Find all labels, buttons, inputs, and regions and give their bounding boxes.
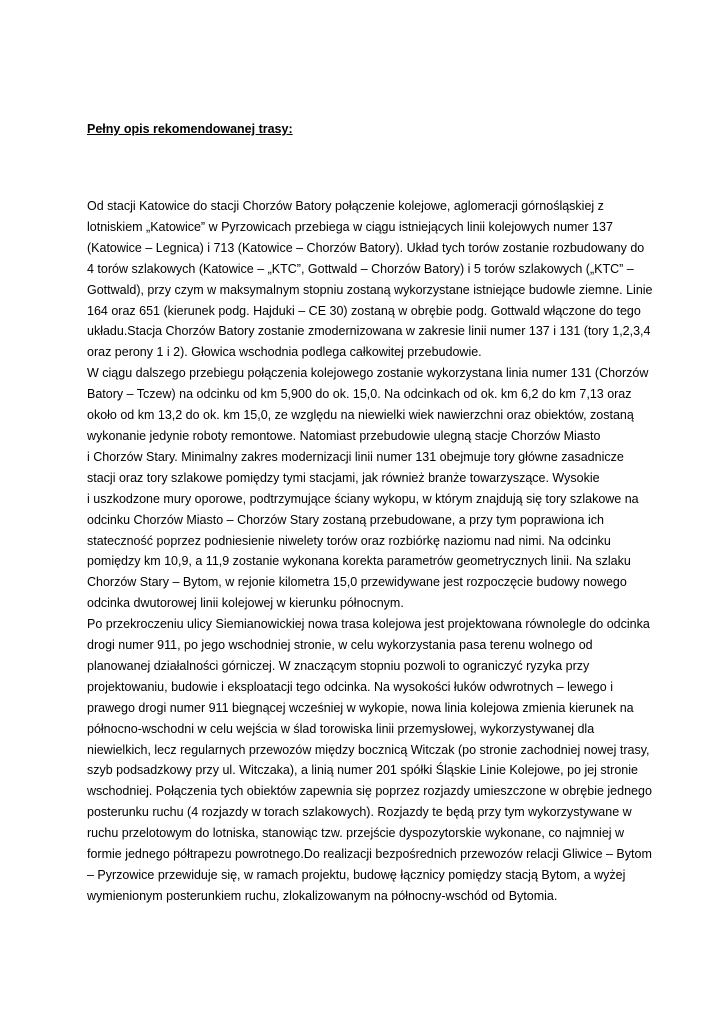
text-line: wykonanie jedynie roboty remontowe. Natomiast przebudowie ulegną stacje Chorzów Miasto — [87, 428, 601, 443]
text-line: układu.Stacja Chorzów Batory zostanie zmodernizowana w zakresie linii numer 137 i 131 (tory 1,2,3,4 — [87, 324, 651, 339]
text-line: pomiędzy km 10,9, a 11,9 zostanie wykonana korekta parametrów geometrycznych linii. Na szlaku — [87, 554, 631, 569]
text-line: około od km 13,2 do ok. km 15,0, ze względu na niewielki wiek nawierzchni oraz obiektów, zostaną — [87, 408, 634, 423]
page-heading: Pełny opis rekomendowanej trasy: — [87, 122, 293, 136]
text-line: prawego drogi numer 911 biegnącej wcześniej w wykopie, nowa linia kolejowa zmienia kierunek na — [87, 700, 634, 715]
text-line: (Katowice – Legnica) i 713 (Katowice – Chorzów Batory). Układ tych torów zostanie rozbudowany do — [87, 240, 645, 255]
text-line: Batory – Tczew) na odcinku od km 5,900 do ok. 15,0. Na odcinkach od ok. km 6,2 do km 7,13 oraz — [87, 387, 632, 402]
text-line: formie jednego półtrapezu powrotnego.Do realizacji bezpośrednich przewozów relacji Gliwice – Bytom — [87, 847, 652, 862]
text-line: posterunku ruchu (4 rozjazdy w torach szlakowych). Rozjazdy te będą przy tym wykorzystywane w — [87, 805, 632, 820]
text-line: stateczność poprzez podniesienie niwelety torów oraz rozbiórkę naziomu nad nimi. Na odcinku — [87, 533, 611, 548]
text-line: oraz perony 1 i 2). Głowica wschodnia podlega całkowitej przebudowie. — [87, 345, 482, 360]
text-line: i Chorzów Stary. Minimalny zakres modernizacji linii numer 131 obejmuje tory główne zasadnicze — [87, 449, 624, 464]
text-line: i uszkodzone mury oporowe, podtrzymujące ściany wykopu, w którym znajdują się tory szlakowe na — [87, 491, 639, 506]
text-line: niewielkich, lecz regularnych przewozów między bocznicą Witczak (po stronie zachodniej nowej trasy, — [87, 742, 650, 757]
text-line: W ciągu dalszego przebiegu połączenia kolejowego zostanie wykorzystana linia numer 131 (Chorzów — [87, 366, 649, 381]
text-line: stacji oraz tory szlakowe pomiędzy tymi stacjami, jak również branże towarzyszące. Wysokie — [87, 470, 600, 485]
text-line: wymienionym posterunkiem ruchu, zlokalizowanym na północny-wschód od Bytomia. — [87, 888, 558, 903]
text-line: szyb podsadzkowy przy ul. Witczaka), a linią numer 201 spółki Śląskie Linie Kolejowe, po jej stronie — [87, 763, 638, 778]
text-line: odcinku Chorzów Miasto – Chorzów Stary zostaną przebudowane, a przy tym poprawiona ich — [87, 512, 604, 527]
text-line: odcinka dwutorowej linii kolejowej w kierunku północnym. — [87, 596, 404, 611]
text-line: Chorzów Stary – Bytom, w rejonie kilometra 15,0 przewidywane jest rozpoczęcie budowy nowego — [87, 575, 627, 590]
text-line: Gottwald), przy czym w maksymalnym stopniu zostaną wykorzystane istniejące budowle ziemne. Linie — [87, 282, 653, 297]
body-text — [87, 196, 653, 907]
text-line: Po przekroczeniu ulicy Siemianowickiej nowa trasa kolejowa jest projektowana równolegle do odcinka — [87, 617, 650, 632]
text-line: – Pyrzowice przewiduje się, w ramach projektu, budowę łącznicy pomiędzy stacją Bytom, a wyżej — [87, 868, 626, 882]
text-line: 4 torów szlakowych (Katowice – „KTC”, Gottwald – Chorzów Batory) i 5 torów szlakowych („KTC” – — [87, 261, 634, 276]
text-line: ruchu przelotowym do lotniska, stanowiąc tzw. przejście dyspozytorskie wykonane, co najmniej w — [87, 826, 625, 841]
text-line: Od stacji Katowice do stacji Chorzów Batory połączenie kolejowe, aglomeracji górnośląskiej z — [87, 199, 604, 213]
text-line: projektowaniu, budowie i eksploatacji tego odcinka. Na wysokości łuków odwrotnych – lewego i — [87, 679, 613, 694]
text-line: planowanej działalności górniczej. W znaczącym stopniu pozwoli to ograniczyć ryzyka przy — [87, 658, 590, 673]
text-line: wschodniej. Połączenia tych obiektów zapewnia się poprzez rozjazdy umieszczone w obrębie jednego — [87, 784, 652, 799]
text-line: drogi numer 911, po jego wschodniej stronie, w celu wykorzystania pasa terenu wolnego od — [87, 638, 593, 653]
text-line: północno-wschodni w celu wejścia w ślad torowiska linii przemysłowej, wykorzystywanej dla — [87, 721, 595, 736]
text-line: 164 oraz 651 (kierunek podg. Hajduki – CE 30) zostaną w obrębie podg. Gottwald włączone do tego — [87, 303, 641, 318]
text-line: lotniskiem „Katowice” w Pyrzowicach przebiega w ciągu istniejących linii kolejowych numer 137 — [87, 219, 613, 234]
